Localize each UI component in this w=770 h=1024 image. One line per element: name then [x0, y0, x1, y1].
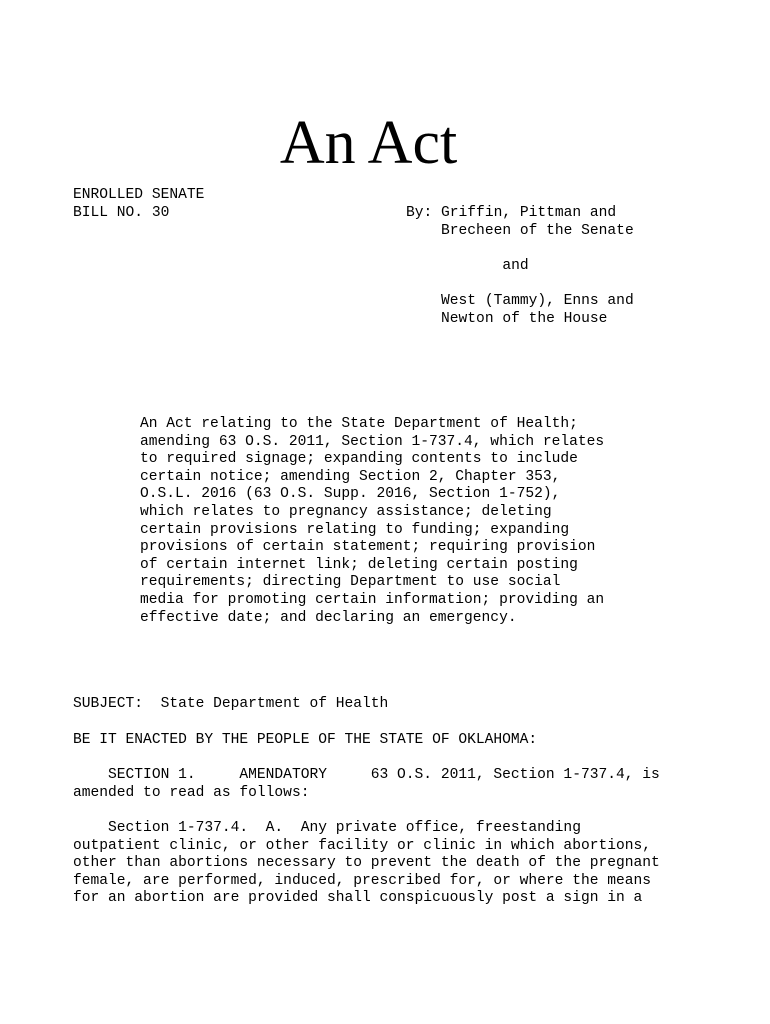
document-title: An Act [279, 109, 458, 177]
enacting-clause: BE IT ENACTED BY THE PEOPLE OF THE STATE OF OKLAHOMA: [73, 732, 538, 748]
subject-line: SUBJECT: State Department of Health [73, 696, 389, 712]
section-heading: SECTION 1. AMENDATORY 63 O.S. 2011, Section 1-737.4, is amended to read as follows: [73, 767, 660, 801]
section-body-text: Section 1-737.4. A. Any private office, freestanding outpatient clinic, or other facility or clinic in which abortions, other than abortions necessary to prevent the death of the pregnant female, are performed, induced, prescribed for, or where the means for an abortion are provided shall conspicuously post a sign in a [73, 820, 660, 907]
act-summary: An Act relating to the State Department of Health; amending 63 O.S. 2011, Section 1-737.4, which relates to required signage; expanding contents to include certain notice; amending Section 2, Chapter 353, O.S.L. 2016 (63 O.S. Supp. 2016, Section 1-752), which relates to pregnancy assistance; deleting certain provisions relating to funding; expanding provisions of certain statement; requiring provision of certain internet link; deleting certain posting requirements; directing Department to use social media for promoting certain information; providing an effective date; and declaring an emergency. [140, 416, 605, 626]
bill-number-label: ENROLLED SENATE BILL NO. 30 [73, 187, 205, 221]
sponsors-block: By: Griffin, Pittman and Brecheen of the Senate and West (Tammy), Enns and Newton of the House [406, 205, 634, 327]
